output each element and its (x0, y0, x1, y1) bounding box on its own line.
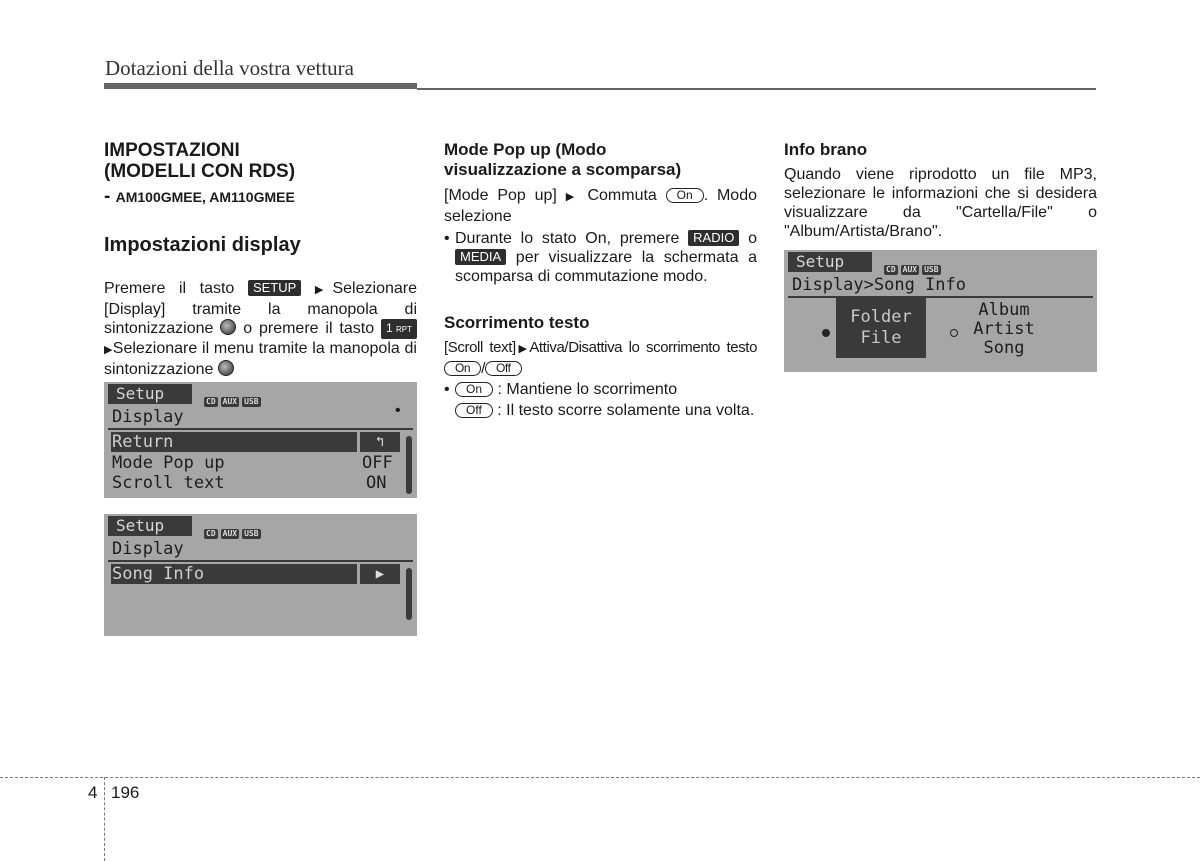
cd-source-icon: CD (886, 265, 896, 274)
aux-source-icon: AUX (222, 397, 238, 406)
mode-pop-up-paragraph: [Mode Pop up] ▶ Commuta On . Modo selezione (444, 187, 758, 225)
usb-source-icon: USB (244, 529, 259, 538)
mode-pop-up-bullet: • Durante lo stato On, premere RADIO o MEDIA per visualizzare la schermata a scomparsa di commutazione modo. (444, 229, 757, 286)
option-album-artist-song[interactable]: Album Artist Song (973, 300, 1035, 358)
setup-tab: Setup (108, 516, 192, 536)
scroll-text-value: ON (366, 473, 387, 493)
screen-title: Display>Song Info (792, 275, 966, 295)
arrow-right-icon: ▶ (104, 344, 113, 356)
scroll-on-bullet: • On : Mantiene lo scorrimento (444, 380, 757, 399)
song-info-screen (784, 250, 1097, 372)
arrow-right-icon: ▶ (360, 564, 400, 584)
song-info-heading: Info brano (784, 140, 868, 159)
media-key-icon: MEDIA (455, 249, 506, 265)
page-number: 196 (111, 783, 140, 802)
section-number: 4 (88, 783, 98, 802)
arrow-right-icon: ▶ (515, 343, 530, 355)
section-heading: IMPOSTAZIONI (MODELLI CON RDS) (104, 140, 296, 182)
return-icon: ↰ (360, 432, 400, 452)
scroll-text-heading: Scorrimento testo (444, 313, 590, 332)
rpt-key-icon: 1 RPT (381, 319, 417, 339)
setup-song-info-screen (104, 514, 417, 636)
scrollbar (406, 436, 412, 494)
scroll-text-paragraph: [Scroll text]▶Attiva/Disattiva lo scorrimento testo On / Off (444, 339, 758, 377)
usb-source-icon: USB (924, 265, 939, 274)
column-1 (104, 140, 417, 379)
header-rule-thin (417, 88, 1096, 90)
on-key-icon: On (444, 361, 481, 376)
models-subheading: - AM100GMEE, AM110GMEE (104, 186, 295, 207)
tune-knob-icon (220, 319, 236, 335)
mode-pop-up-value: OFF (362, 453, 393, 473)
aux-source-icon: AUX (902, 265, 918, 274)
cd-source-icon: CD (206, 397, 216, 406)
menu-row-scroll-text[interactable]: Scroll text (112, 473, 225, 493)
off-key-icon: Off (485, 361, 522, 376)
menu-row-song-info[interactable]: Song Info (112, 564, 205, 584)
radio-key-icon: RADIO (688, 230, 739, 246)
radio-selected-icon[interactable] (822, 329, 830, 337)
header-rule-thick (104, 83, 417, 89)
scroll-off-bullet: • Off : Il testo scorre solamente una volta. (444, 401, 757, 420)
song-info-paragraph: Quando viene riprodotto un file MP3, selezionare le informazioni che si desidera visualizzare da "Cartella/File" o "Album/Artista/Brano". (784, 166, 1097, 240)
menu-row-return[interactable]: Return (112, 432, 174, 452)
screen-title: Display (112, 407, 184, 427)
column-3 (784, 140, 1097, 241)
tune-knob-icon (218, 360, 234, 376)
cd-source-icon: CD (206, 529, 216, 538)
on-key-icon: On (455, 382, 493, 397)
display-settings-heading: Impostazioni display (104, 234, 301, 256)
setup-tab: Setup (788, 252, 872, 272)
column-2 (444, 140, 757, 420)
footer-divider (104, 777, 105, 861)
footer-rule (0, 777, 1200, 778)
scrollbar (406, 568, 412, 620)
setup-key-icon: SETUP (248, 280, 301, 296)
option-folder-file[interactable]: Folder File (836, 298, 926, 358)
display-settings-paragraph: Premere il tasto SETUP ▶Selezionare [Display] tramite la manopola di sintonizzazione o premere il tasto 1 RPT ▶Selezionare il menu tramite la manopola di sintonizzazione (104, 280, 417, 378)
arrow-right-icon: ▶ (565, 191, 579, 203)
arrow-right-icon: ▶ (314, 284, 333, 296)
page-header-title: Dotazioni della vostra vettura (105, 56, 354, 80)
screen-title: Display (112, 539, 184, 559)
mode-pop-up-heading: Mode Pop up (Modo visualizzazione a scomparsa) (444, 140, 682, 179)
setup-display-screen (104, 382, 417, 498)
off-key-icon: Off (455, 403, 493, 418)
on-key-icon: On (666, 188, 704, 203)
radio-unselected-icon[interactable] (950, 329, 958, 337)
usb-source-icon: USB (244, 397, 259, 406)
setup-tab: Setup (108, 384, 192, 404)
aux-source-icon: AUX (222, 529, 238, 538)
menu-row-mode-pop-up[interactable]: Mode Pop up (112, 453, 225, 473)
